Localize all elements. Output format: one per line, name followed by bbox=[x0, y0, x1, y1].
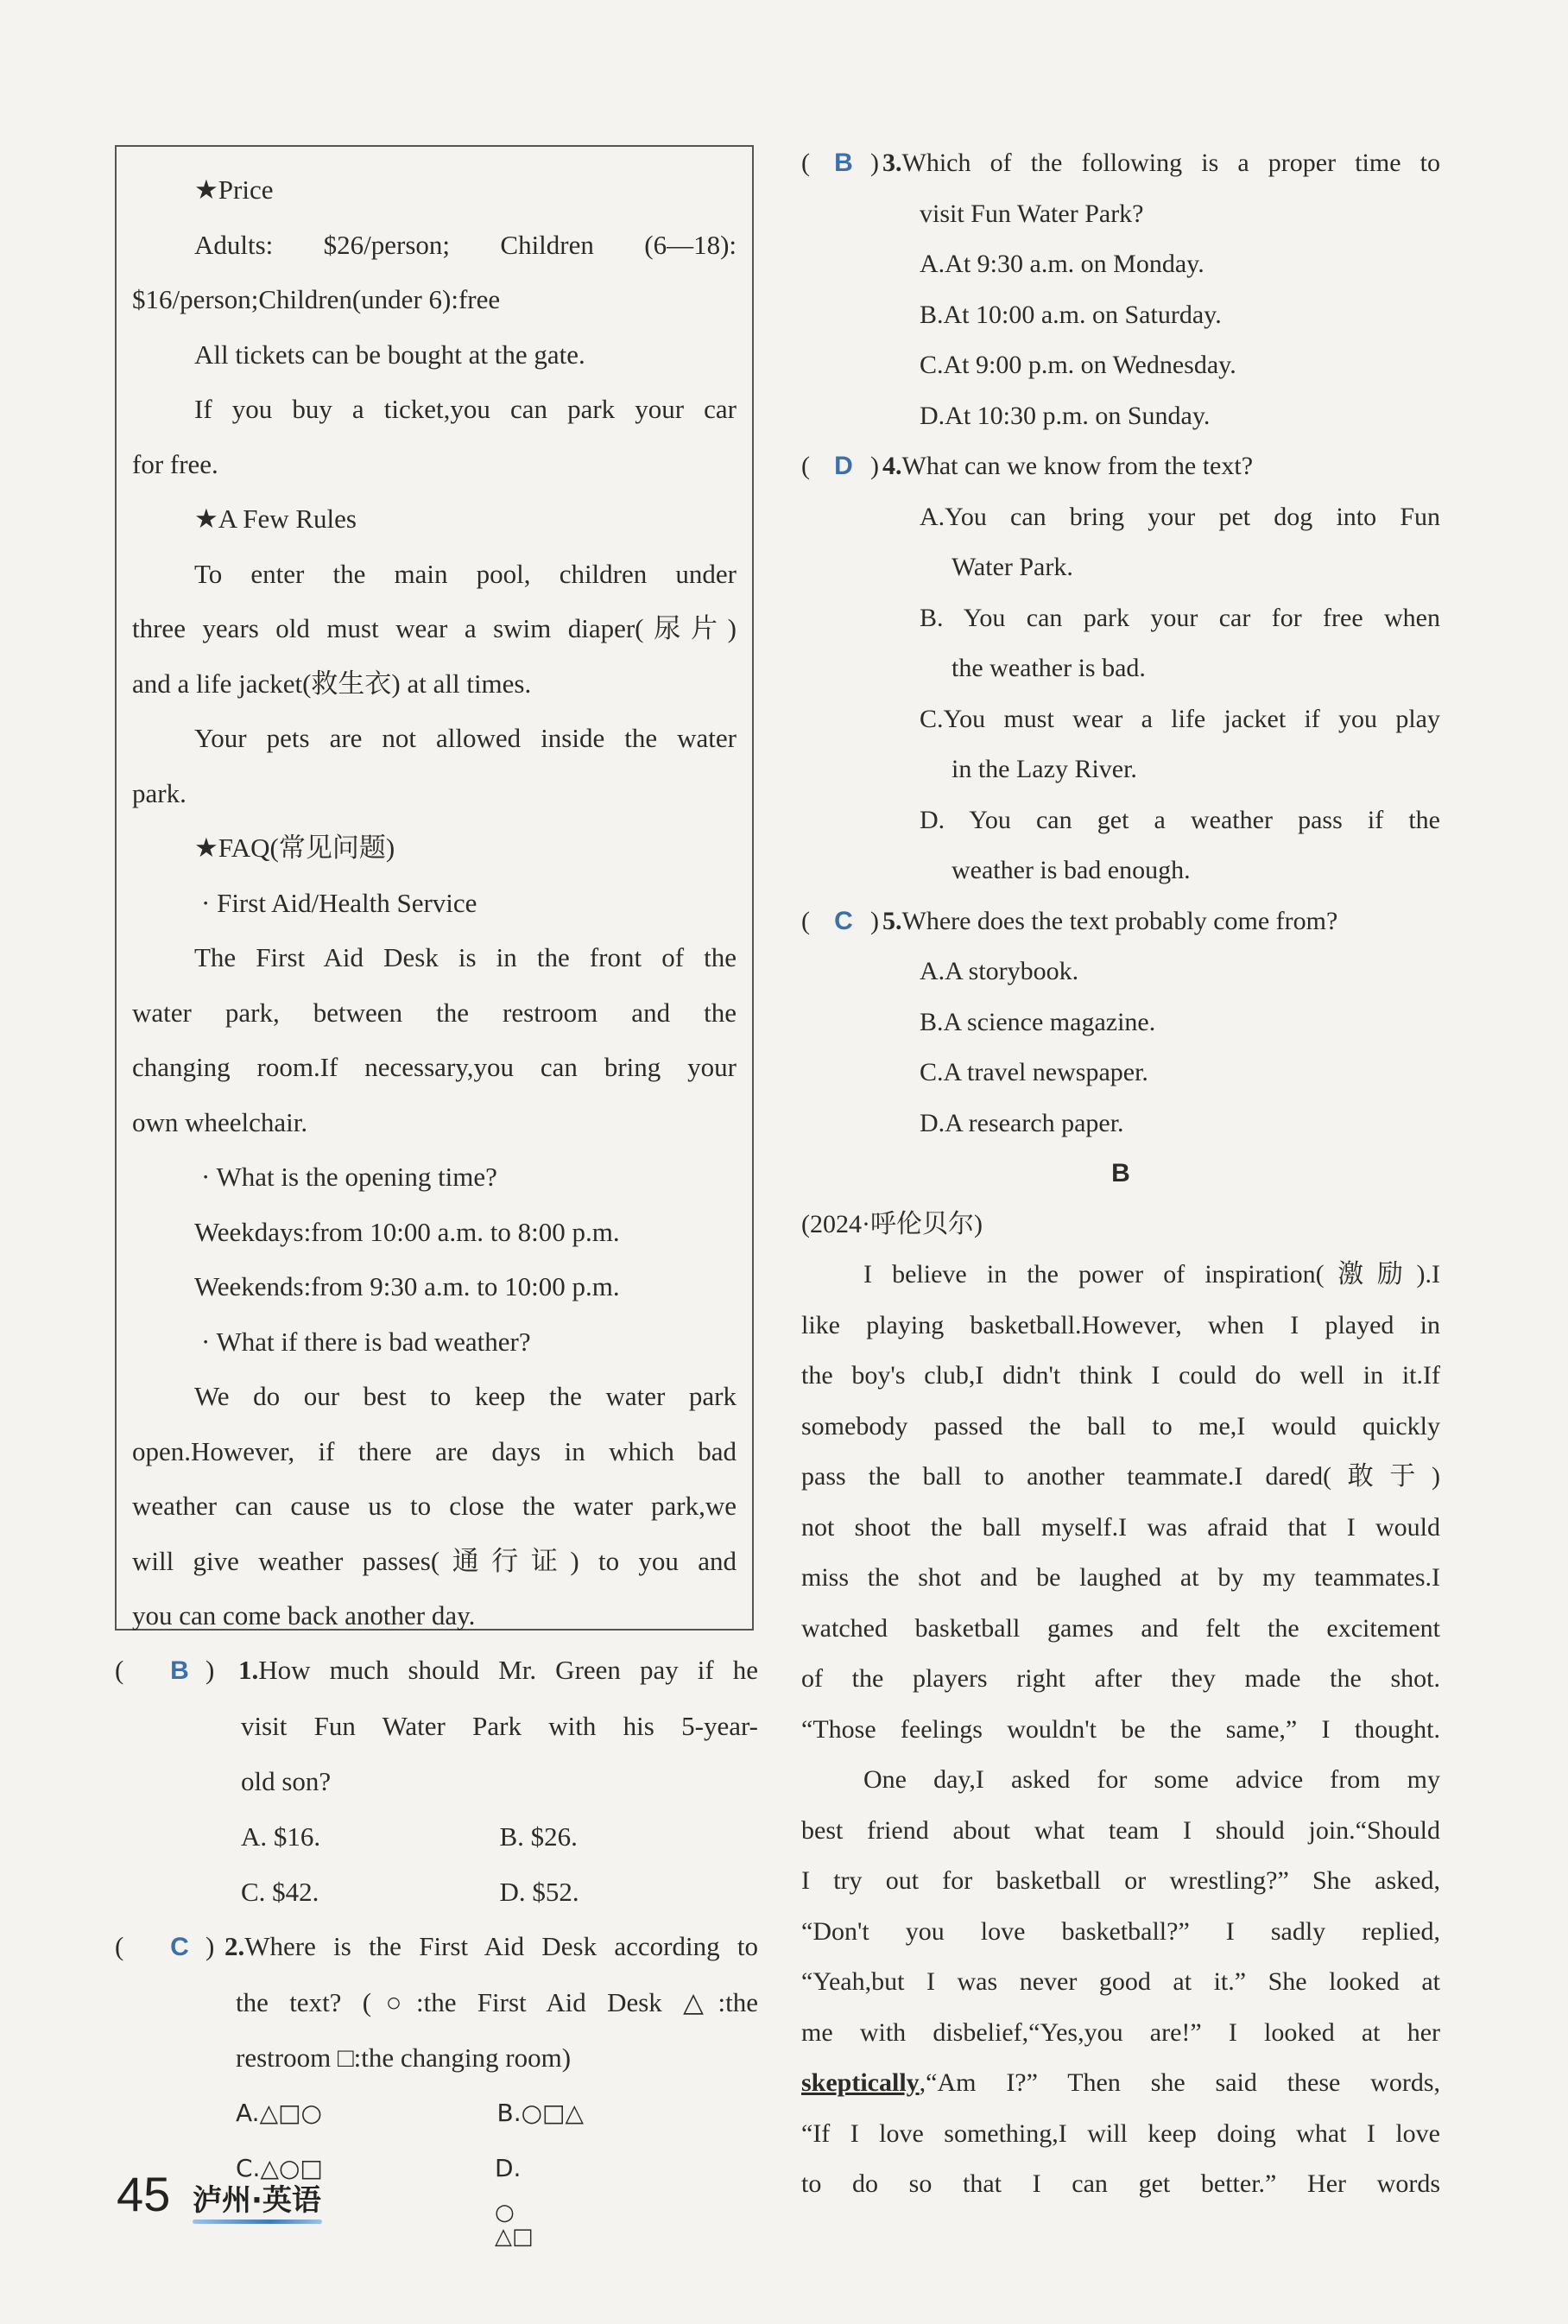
triangle-square-shapes: △□ bbox=[495, 2224, 534, 2250]
faq-heading: ★FAQ(常见问题) bbox=[194, 833, 395, 863]
question-number: 1. bbox=[238, 1655, 259, 1685]
question-text: Where is the First Aid Desk according to bbox=[244, 1931, 758, 1961]
passage-line: I try out for basketball or wrestling?” She asked, bbox=[801, 1866, 1440, 1895]
option-a: A.△□○ bbox=[236, 2099, 322, 2127]
option-a: A. $16. bbox=[241, 1821, 321, 1852]
passage-text: ,“Am I?” Then she said these words, bbox=[919, 2068, 1440, 2097]
passage-line: “Don't you love basketball?” I sadly replied, bbox=[801, 1916, 1440, 1946]
option-b: B.A science magazine. bbox=[920, 1007, 1156, 1036]
passage-line: somebody passed the ball to me,I would quickly bbox=[801, 1411, 1440, 1441]
answer-mark: C bbox=[170, 1933, 189, 1961]
faq-answer: you can come back another day. bbox=[132, 1600, 476, 1631]
faq-answer: The First Aid Desk is in the front of the bbox=[194, 942, 737, 972]
paren-close: ) bbox=[870, 906, 879, 935]
option-b: B.At 10:00 a.m. on Saturday. bbox=[920, 300, 1222, 329]
paren-close: ) bbox=[870, 149, 879, 177]
question-text: How much should Mr. Green pay if he bbox=[258, 1655, 758, 1685]
vocab-word-skeptically: skeptically bbox=[801, 2068, 920, 2097]
question-number: 3. bbox=[882, 149, 902, 177]
passage-line: to do so that I can get better.” Her words bbox=[801, 2169, 1440, 2198]
paren-open: ( bbox=[115, 1655, 124, 1685]
passage-line: watched basketball games and felt the excitement bbox=[801, 1613, 1440, 1643]
paren-close: ) bbox=[205, 1655, 215, 1685]
option-c: C. $42. bbox=[241, 1877, 319, 1907]
tickets-text: All tickets can be bought at the gate. bbox=[194, 339, 585, 370]
option-d: D. $52. bbox=[499, 1877, 579, 1907]
rules-heading: ★A Few Rules bbox=[194, 503, 357, 534]
faq-answer: We do our best to keep the water park bbox=[194, 1381, 737, 1411]
option-a: A.A storybook. bbox=[920, 957, 1079, 985]
option-c: C.At 9:00 p.m. on Wednesday. bbox=[920, 351, 1236, 379]
question-text: Which of the following is a proper time to bbox=[901, 149, 1440, 177]
answer-mark: B bbox=[170, 1656, 189, 1685]
answer-mark: C bbox=[834, 906, 853, 935]
question-text: visit Fun Water Park with his 5-year- bbox=[241, 1711, 758, 1741]
question-3 bbox=[801, 138, 1440, 441]
faq-answer: water park, between the restroom and the bbox=[132, 997, 737, 1028]
option-a: A.At 9:30 a.m. on Monday. bbox=[920, 250, 1204, 278]
option-b: B.○□△ bbox=[496, 2099, 585, 2127]
price-heading: ★Price bbox=[194, 174, 274, 205]
rule-text: three years old must wear a swim diaper(尿片) bbox=[132, 613, 737, 643]
paren-close: ) bbox=[205, 1931, 215, 1961]
parking-text: If you buy a ticket,you can park your car bbox=[194, 394, 737, 424]
opening-hours-weekends: Weekends:from 9:30 a.m. to 10:00 p.m. bbox=[194, 1271, 620, 1301]
option-b-text: the weather is bad. bbox=[952, 654, 1146, 682]
question-text: visit Fun Water Park? bbox=[920, 199, 1144, 228]
option-c bbox=[801, 694, 1440, 795]
passage-line: the boy's club,I didn't think I could do well in it.If bbox=[801, 1361, 1440, 1390]
passage-b bbox=[801, 1250, 1440, 2210]
question-1 bbox=[115, 1643, 758, 1920]
paren-close: ) bbox=[870, 452, 879, 480]
question-5 bbox=[801, 896, 1440, 1149]
question-4 bbox=[801, 441, 1440, 896]
paren-open: ( bbox=[801, 452, 810, 480]
right-column bbox=[801, 138, 1440, 2210]
passage-line: miss the shot and be laughed at by my teammates.I bbox=[801, 1563, 1440, 1592]
option-a bbox=[801, 492, 1440, 593]
opening-hours-weekdays: Weekdays:from 10:00 a.m. to 8:00 p.m. bbox=[194, 1216, 620, 1247]
passage-line: of the players right after they made the shot. bbox=[801, 1664, 1440, 1693]
option-d-text: D. You can get a weather pass if the bbox=[920, 805, 1440, 834]
reading-passage-box bbox=[115, 145, 754, 1631]
option-d: D.A research paper. bbox=[920, 1108, 1124, 1137]
passage-line: like playing basketball.However, when I played in bbox=[801, 1310, 1440, 1339]
passage-line: “Those feelings wouldn't be the same,” I thought. bbox=[801, 1714, 1440, 1744]
option-d-label: D. bbox=[495, 2154, 522, 2182]
option-c-text: in the Lazy River. bbox=[952, 755, 1137, 783]
option-d bbox=[495, 2141, 758, 2251]
paren-open: ( bbox=[801, 906, 810, 935]
question-text: restroom □:the changing room) bbox=[236, 2042, 572, 2073]
rule-text: Your pets are not allowed inside the water bbox=[194, 723, 737, 753]
option-d-diagram bbox=[495, 2201, 758, 2249]
option-a-text: A.You can bring your pet dog into Fun bbox=[920, 502, 1440, 531]
option-a-text: Water Park. bbox=[952, 553, 1073, 581]
option-c: C.A travel newspaper. bbox=[920, 1058, 1148, 1086]
question-text: old son? bbox=[241, 1766, 332, 1796]
section-title: B bbox=[1111, 1159, 1130, 1187]
footer-accent-line bbox=[193, 2220, 322, 2224]
option-c-text: C.You must wear a life jacket if you play bbox=[920, 704, 1440, 733]
option-b bbox=[801, 593, 1440, 694]
rule-text: and a life jacket(救生衣) at all times. bbox=[132, 668, 532, 699]
faq-question: · What if there is bad weather? bbox=[201, 1326, 531, 1357]
option-d-text: weather is bad enough. bbox=[952, 856, 1191, 884]
question-number: 5. bbox=[882, 906, 902, 935]
passage-line: best friend about what team I should join.“Should bbox=[801, 1815, 1440, 1845]
option-d bbox=[801, 795, 1440, 896]
option-d: D.At 10:30 p.m. on Sunday. bbox=[920, 401, 1211, 430]
price-line: $16/person;Children(under 6):free bbox=[132, 284, 501, 314]
option-b: B. $26. bbox=[499, 1821, 578, 1852]
faq-answer: own wheelchair. bbox=[132, 1106, 308, 1137]
paren-open: ( bbox=[115, 1931, 124, 1961]
faq-answer: open.However, if there are days in which bad bbox=[132, 1435, 737, 1466]
page-footer-title: 泸州·英语 bbox=[193, 2183, 321, 2218]
faq-question: · First Aid/Health Service bbox=[201, 887, 477, 918]
passage-line: I believe in the power of inspiration(激励).I bbox=[863, 1260, 1440, 1289]
faq-answer: weather can cause us to close the water park,we bbox=[132, 1491, 737, 1521]
price-line: Adults: $26/person; Children (6—18): bbox=[194, 229, 737, 260]
question-number: 2. bbox=[224, 1931, 245, 1961]
page-number: 45 bbox=[117, 2167, 171, 2221]
passage-line: “If I love something,I will keep doing what I love bbox=[801, 2118, 1440, 2148]
question-number: 4. bbox=[882, 452, 902, 480]
question-text: the text? (○:the First Aid Desk △:the bbox=[236, 1987, 758, 2017]
faq-answer: changing room.If necessary,you can bring your bbox=[132, 1052, 737, 1082]
parking-text: for free. bbox=[132, 448, 218, 479]
passage-line: pass the ball to another teammate.I dared(敢于) bbox=[801, 1462, 1440, 1491]
paren-open: ( bbox=[801, 149, 810, 177]
passage-line: One day,I asked for some advice from my bbox=[863, 1765, 1440, 1794]
answer-mark: B bbox=[834, 149, 853, 177]
option-b-text: B. You can park your car for free when bbox=[920, 603, 1440, 632]
option-c: C.△○□ bbox=[236, 2154, 323, 2182]
question-text: Where does the text probably come from? bbox=[901, 906, 1338, 935]
passage-line: not shoot the ball myself.I was afraid that I would bbox=[801, 1512, 1440, 1542]
faq-question: · What is the opening time? bbox=[201, 1162, 497, 1192]
answer-mark: D bbox=[834, 452, 853, 480]
rule-text: To enter the main pool, children under bbox=[194, 558, 737, 589]
passage-line: “Yeah,but I was never good at it.” She looked at bbox=[801, 1967, 1440, 1996]
passage-line bbox=[801, 2058, 1440, 2109]
circle-shape: ○ bbox=[495, 2200, 515, 2226]
passage-line: me with disbelief,“Yes,you are!” I looked at her bbox=[801, 2017, 1440, 2047]
source-label: (2024·呼伦贝尔) bbox=[801, 1209, 983, 1238]
faq-answer: will give weather passes(通行证) to you and bbox=[132, 1545, 737, 1576]
rule-text: park. bbox=[132, 777, 187, 808]
question-text: What can we know from the text? bbox=[901, 452, 1254, 480]
